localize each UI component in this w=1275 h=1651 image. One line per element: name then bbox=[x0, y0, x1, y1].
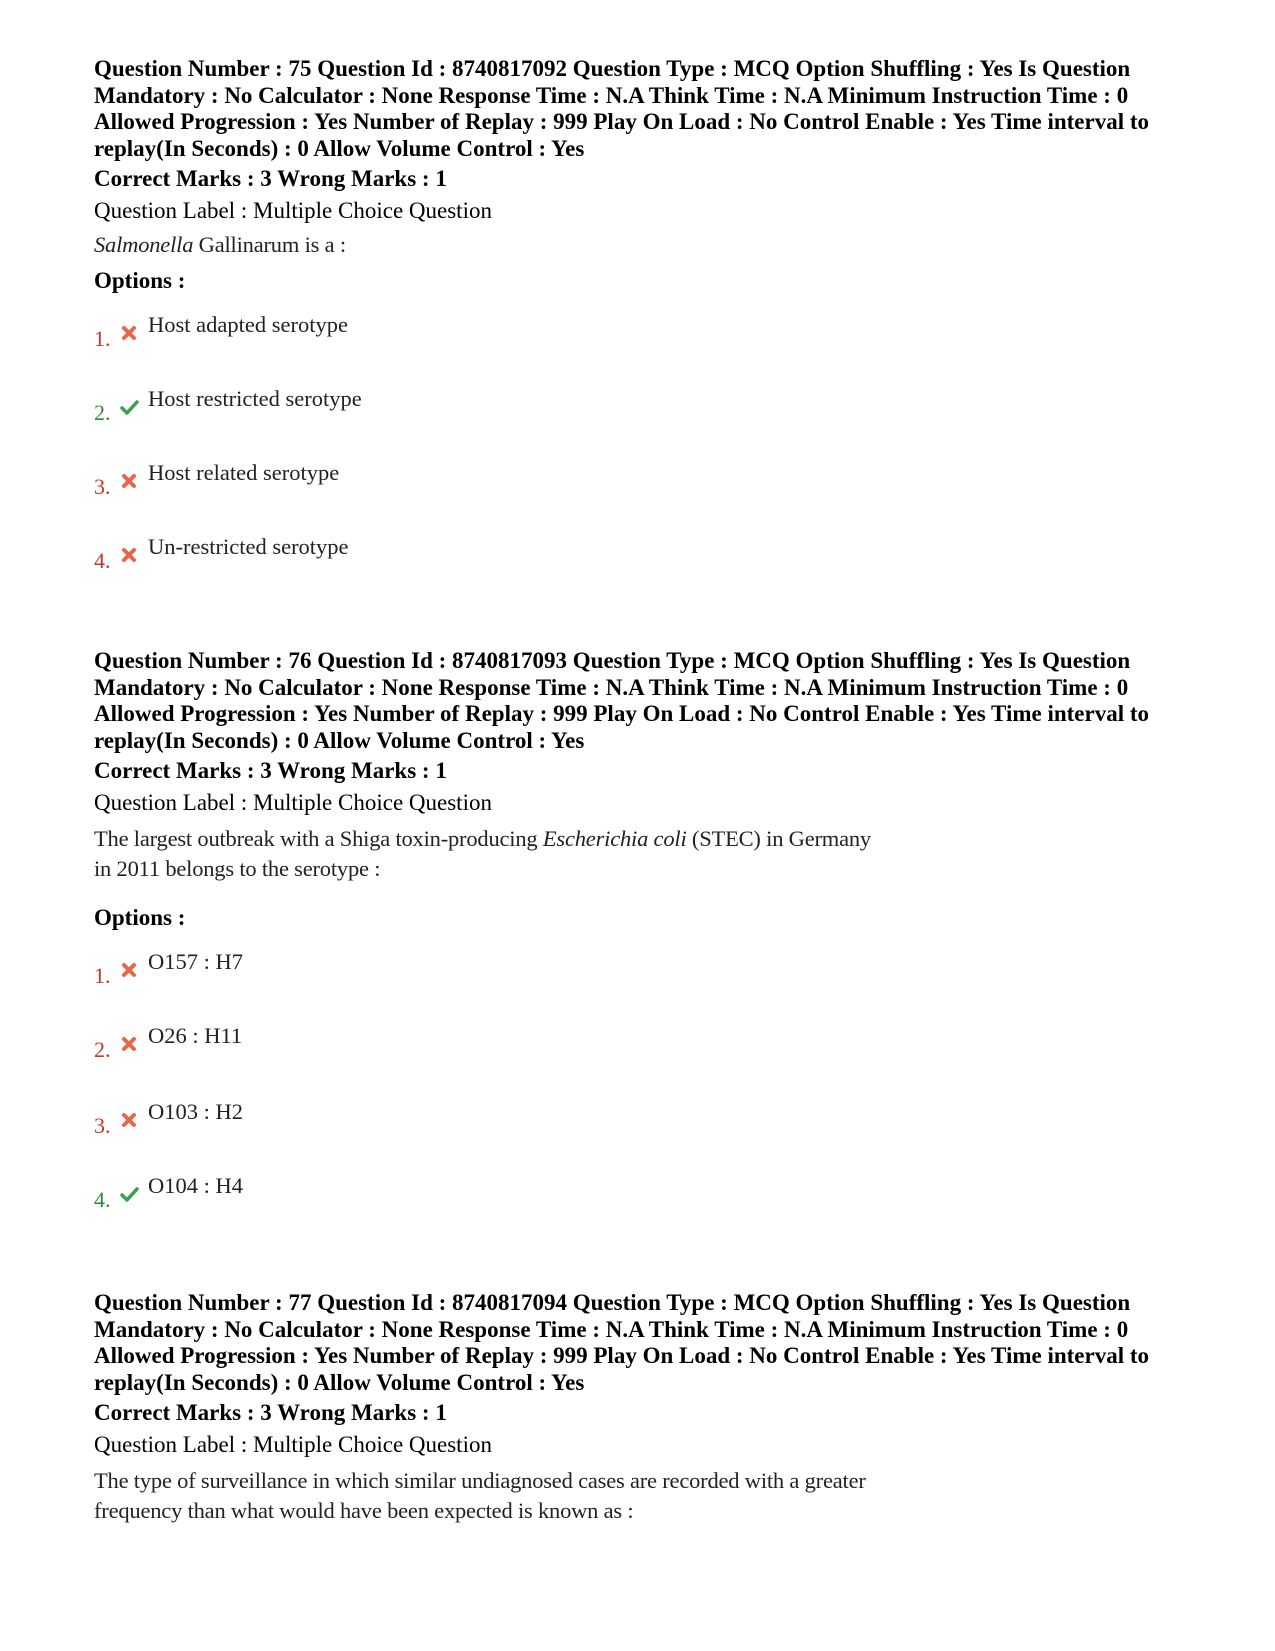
question-text-post: (STEC) in Germany bbox=[686, 826, 871, 851]
options-heading: Options : bbox=[94, 268, 186, 293]
option-text: Un-restricted serotype bbox=[148, 534, 349, 559]
cross-icon bbox=[120, 472, 138, 490]
question-marks: Correct Marks : 3 Wrong Marks : 1 bbox=[94, 758, 447, 783]
cross-icon bbox=[120, 546, 138, 564]
question-meta: Question Number : 76 Question Id : 8740817093 Question Type : MCQ Option Shuffling : Yes Is Question Mandatory : No Calculator : None Response Time : N.A Think Time : N.A Minimum Instruction Time : 0 Allowed Progression : Yes Number of Replay : 999 Play On Load : No Control Enable : Yes Time interval to replay(In Seconds) : 0 Allow Volume Control : Yes bbox=[94, 648, 1150, 753]
question-block-77 bbox=[94, 1290, 1204, 1526]
cross-icon bbox=[120, 324, 138, 342]
question-text-line2: in 2011 belongs to the serotype : bbox=[94, 856, 381, 881]
option-text: O157 : H7 bbox=[148, 949, 243, 974]
question-text-rest: Gallinarum is a : bbox=[193, 232, 346, 257]
check-icon bbox=[118, 398, 140, 416]
option-item bbox=[94, 1175, 694, 1215]
question-meta: Question Number : 77 Question Id : 8740817094 Question Type : MCQ Option Shuffling : Yes Is Question Mandatory : No Calculator : None Response Time : N.A Think Time : N.A Minimum Instruction Time : 0 Allowed Progression : Yes Number of Replay : 999 Play On Load : No Control Enable : Yes Time interval to replay(In Seconds) : 0 Allow Volume Control : Yes bbox=[94, 1290, 1150, 1395]
option-text: Host restricted serotype bbox=[148, 386, 362, 411]
option-item bbox=[94, 1025, 694, 1065]
option-text: O26 : H11 bbox=[148, 1023, 243, 1048]
option-text: Host adapted serotype bbox=[148, 312, 348, 337]
option-item bbox=[94, 1101, 694, 1141]
question-text-italic: Salmonella bbox=[94, 232, 194, 257]
question-marks: Correct Marks : 3 Wrong Marks : 1 bbox=[94, 166, 447, 191]
question-marks: Correct Marks : 3 Wrong Marks : 1 bbox=[94, 1400, 447, 1425]
question-text bbox=[94, 1466, 1204, 1526]
question-label: Question Label : Multiple Choice Question bbox=[94, 198, 492, 223]
option-number: 2. bbox=[94, 1037, 111, 1062]
cross-icon bbox=[120, 961, 138, 979]
question-text-pre: The largest outbreak with a Shiga toxin-producing bbox=[94, 826, 543, 851]
option-number: 2. bbox=[94, 400, 111, 425]
option-item bbox=[94, 536, 694, 576]
option-text: O103 : H2 bbox=[148, 1099, 243, 1124]
question-text-italic: Escherichia coli bbox=[542, 826, 687, 851]
question-block-75 bbox=[94, 56, 1204, 260]
question-block-76 bbox=[94, 648, 1204, 884]
question-label: Question Label : Multiple Choice Question bbox=[94, 1432, 492, 1457]
question-text-line1: The type of surveillance in which similar undiagnosed cases are recorded with a greater bbox=[94, 1468, 866, 1493]
option-item bbox=[94, 951, 694, 991]
option-text: O104 : H4 bbox=[148, 1173, 243, 1198]
cross-icon bbox=[120, 1111, 138, 1129]
question-text bbox=[94, 824, 1204, 884]
question-meta: Question Number : 75 Question Id : 8740817092 Question Type : MCQ Option Shuffling : Yes Is Question Mandatory : No Calculator : None Response Time : N.A Think Time : N.A Minimum Instruction Time : 0 Allowed Progression : Yes Number of Replay : 999 Play On Load : No Control Enable : Yes Time interval to replay(In Seconds) : 0 Allow Volume Control : Yes bbox=[94, 56, 1150, 161]
check-icon bbox=[118, 1185, 140, 1203]
option-item bbox=[94, 314, 694, 354]
option-number: 1. bbox=[94, 326, 111, 351]
option-number: 3. bbox=[94, 474, 111, 499]
option-number: 1. bbox=[94, 963, 111, 988]
question-label: Question Label : Multiple Choice Question bbox=[94, 790, 492, 815]
options-heading: Options : bbox=[94, 905, 186, 930]
question-text-line2: frequency than what would have been expected is known as : bbox=[94, 1498, 634, 1523]
option-number: 4. bbox=[94, 1187, 111, 1212]
option-text: Host related serotype bbox=[148, 460, 340, 485]
option-item bbox=[94, 388, 694, 428]
option-number: 3. bbox=[94, 1113, 111, 1138]
question-text bbox=[94, 230, 1204, 260]
cross-icon bbox=[120, 1035, 138, 1053]
option-number: 4. bbox=[94, 548, 111, 573]
option-item bbox=[94, 462, 694, 502]
